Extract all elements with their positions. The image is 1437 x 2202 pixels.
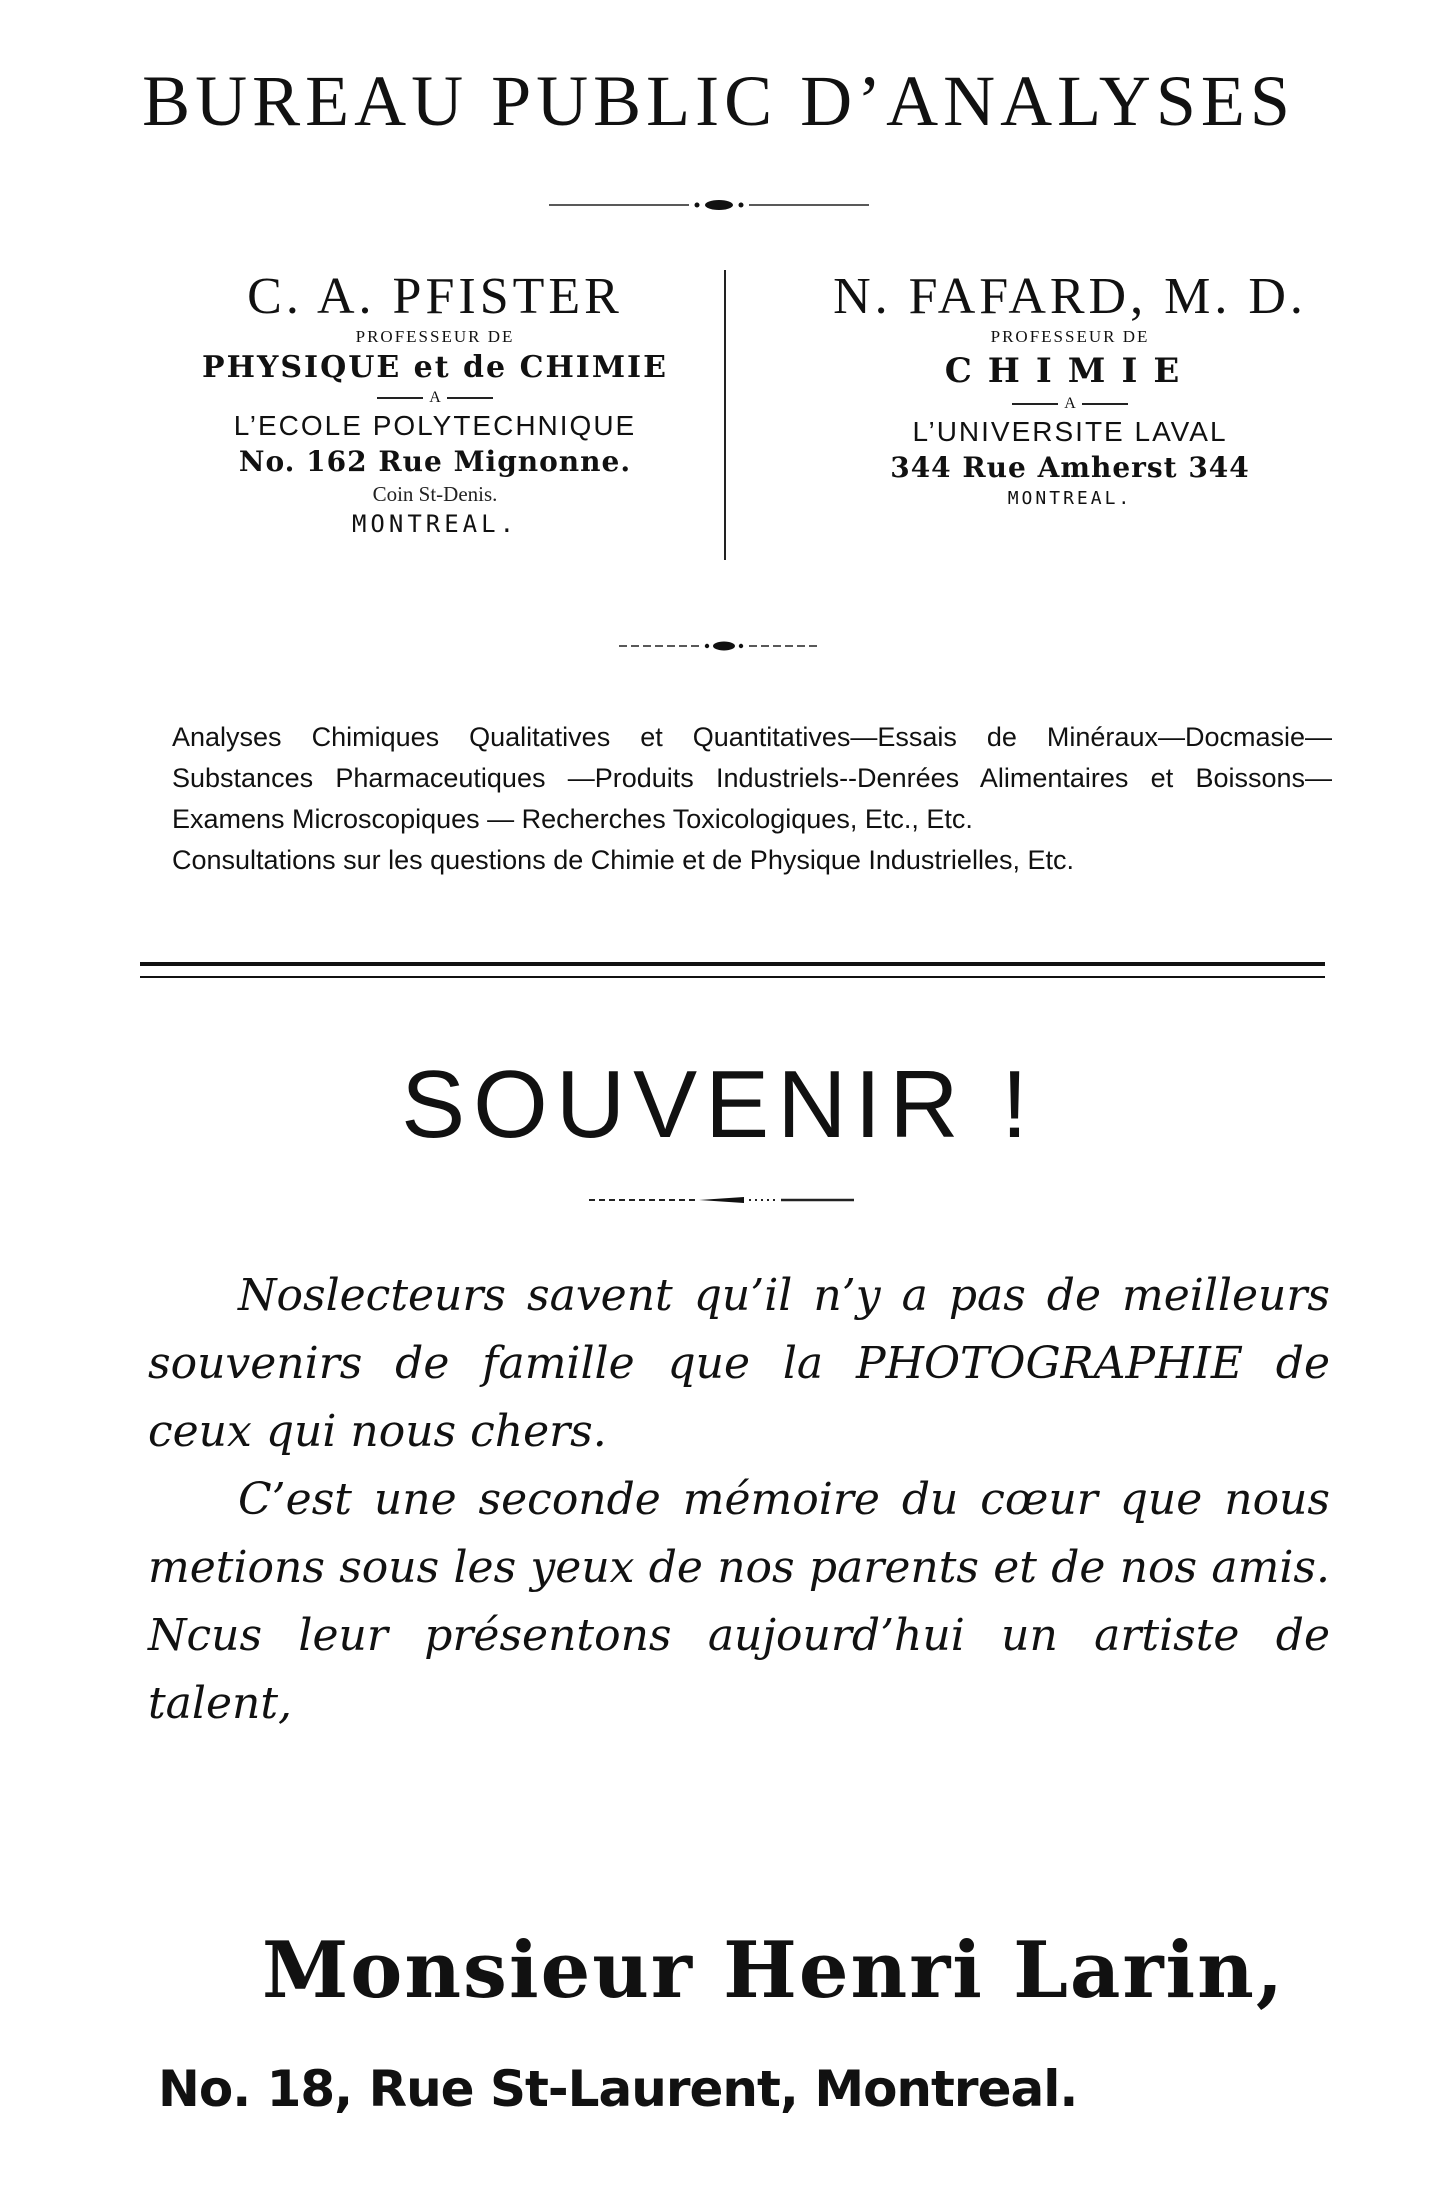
pfister-address: No. 162 Rue Mignonne.: [238, 445, 632, 478]
services-consultations: Consultations sur les questions de Chimie et de Physique Industrielles, Etc.: [172, 845, 1074, 875]
fafard-address: 344 Rue Amherst 344: [890, 451, 1250, 484]
pfister-connector-text: A: [429, 389, 441, 406]
pfister-connector: [150, 388, 720, 408]
pfister-city: MONTREAL.: [351, 510, 519, 538]
double-rule: [140, 962, 1325, 978]
fafard-connector: [790, 394, 1350, 414]
fafard-role: PROFESSEUR DE: [990, 327, 1150, 346]
pfister-corner: Coin St-Denis.: [372, 482, 498, 506]
fafard-subject: CHIMIE: [944, 351, 1196, 391]
artist-name: Monsieur Henri Larin,: [261, 1925, 1286, 2016]
fafard-school: L’UNIVERSITE LAVAL: [912, 416, 1228, 447]
notice-paragraph-1: Noslecteurs savent qu’il n’y a pas de meilleurs souvenirs de famille que la PHOTOGRAPHIE de ceux qui nous chers.: [148, 1270, 1330, 1457]
notice-paragraph-2: C’est une seconde mémoire du cœur que nous metions sous les yeux de nos parents et de nos amis. Ncus leur présentons aujourd’hui un artiste de talent,: [148, 1474, 1330, 1729]
fafard-city: MONTREAL.: [1007, 488, 1133, 509]
pfister-name: C. A. PFISTER: [247, 268, 623, 325]
pfister-school: L’ECOLE POLYTECHNIQUE: [233, 410, 637, 441]
souvenir-notice: [148, 1262, 1330, 1738]
pfister-subject: PHYSIQUE et de CHIMIE: [202, 350, 668, 385]
fafard-name: N. FAFARD, M. D.: [833, 268, 1307, 325]
services-offerings: Analyses Chimiques Qualitatives et Quantitatives—Essais de Minéraux—Docmasie—Substances Pharmaceutiques —Produits Industriels--Denrées Alimentaires et Boissons—Examens Microscopiques — Recherches Toxicologiques, Etc., Etc.: [172, 722, 1332, 834]
pfister-column: [150, 268, 720, 540]
services-list: [172, 717, 1332, 881]
masthead-title: BUREAU PUBLIC D’ANALYSES: [142, 61, 1295, 141]
fafard-connector-text: A: [1064, 395, 1076, 412]
souvenir-heading: SOUVENIR !: [401, 1051, 1036, 1158]
ornament-divider: [0, 1192, 1437, 1212]
artist-address: No. 18, Rue St-Laurent, Montreal.: [158, 2060, 1078, 2118]
column-divider: [724, 270, 726, 560]
ornament-divider: [0, 195, 1437, 215]
fafard-column: [790, 268, 1350, 512]
pfister-role: PROFESSEUR DE: [355, 327, 515, 346]
ornament-divider: [0, 636, 1437, 656]
